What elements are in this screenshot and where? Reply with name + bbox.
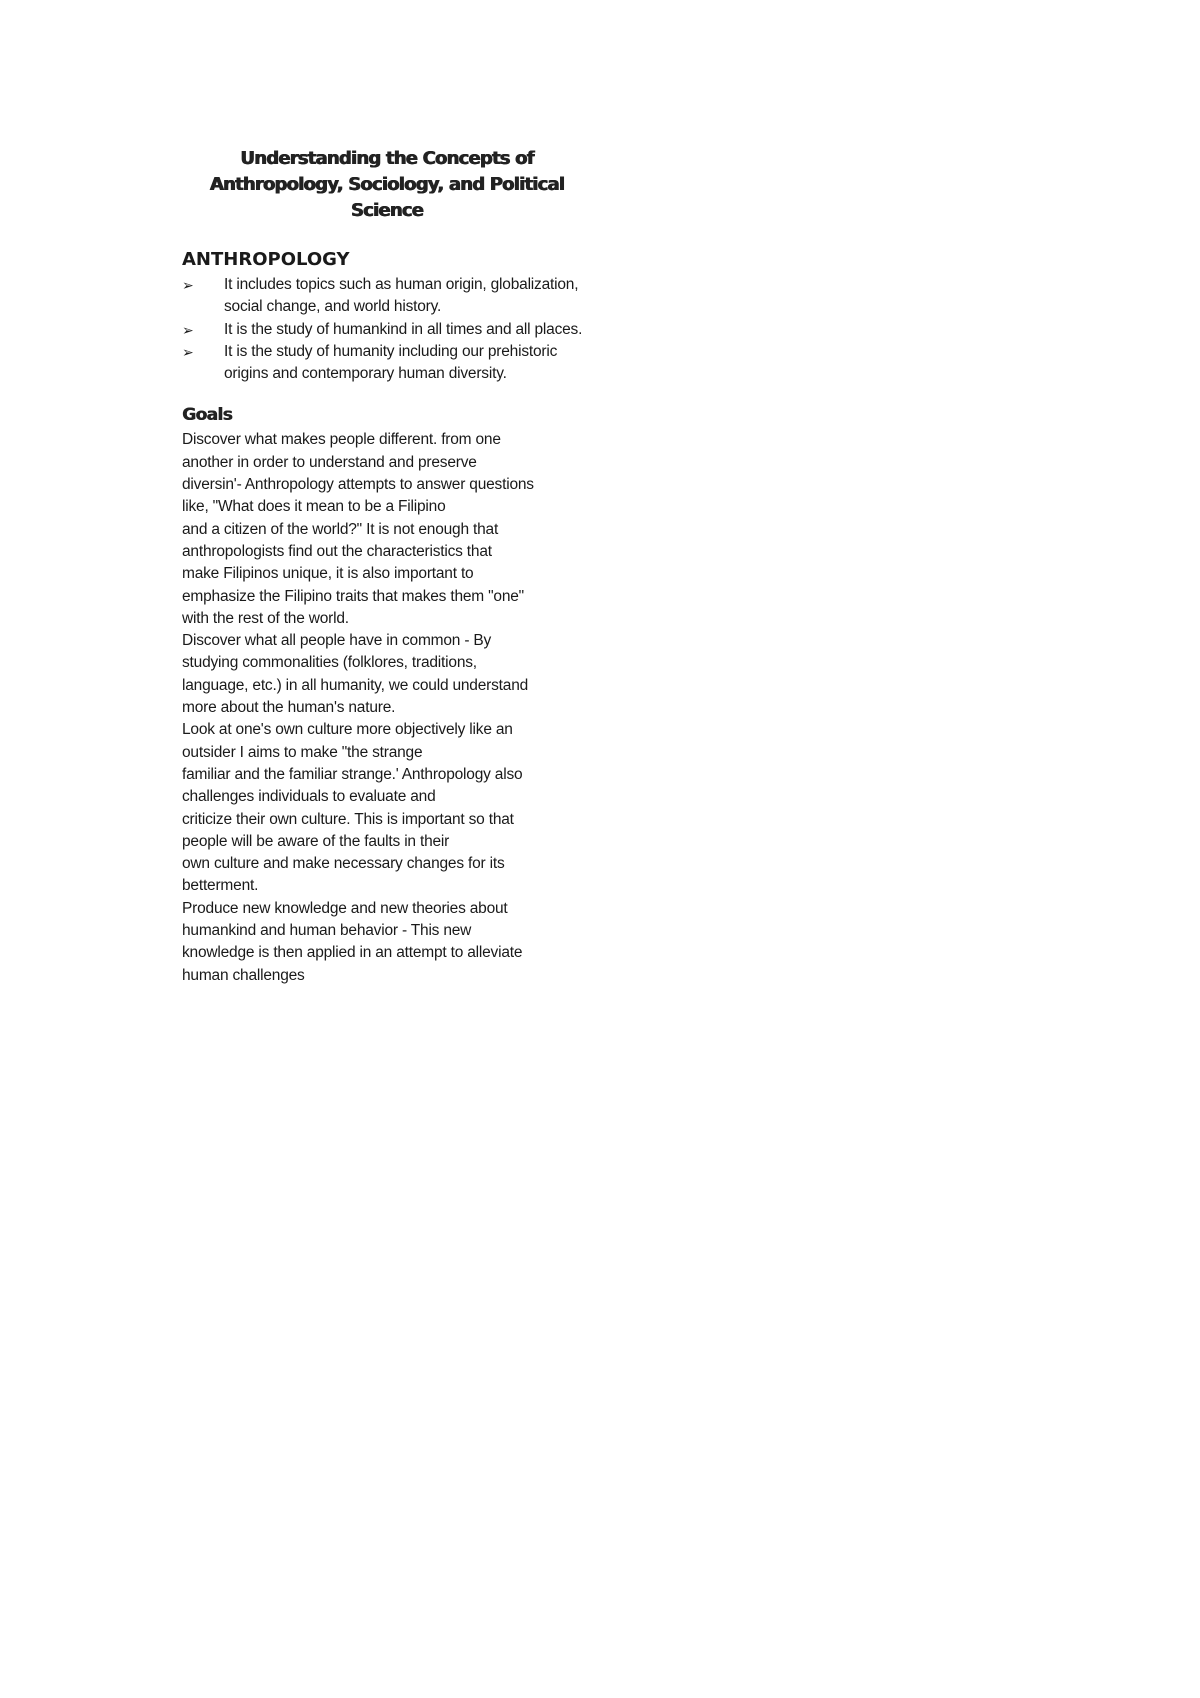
goals-body (182, 429, 592, 986)
goals-line: challenges individuals to evaluate and (182, 788, 436, 806)
text-column (182, 146, 592, 987)
goals-line: and a citizen of the world?" It is not enough that (182, 520, 499, 538)
goals-line: language, etc.) in all humanity, we could understand (182, 676, 529, 694)
document-title: Understanding the Concepts of Anthropology, Sociology, and Political Science (209, 148, 565, 221)
goals-line: make Filipinos unique, it is also important to (182, 565, 474, 583)
goals-line: like, "What does it mean to be a Filipino (182, 498, 446, 516)
goals-line: with the rest of the world. (182, 609, 349, 627)
bullet-text: It includes topics such as human origin, globalization, social change, and world history. (224, 276, 579, 316)
goals-line: familiar and the familiar strange.' Anthropology also (182, 765, 523, 783)
goals-heading: Goals (182, 405, 233, 426)
goals-line: Discover what all people have in common - By (182, 632, 492, 650)
goals-line: Discover what makes people different. from one (182, 431, 501, 449)
goals-line: knowledge is then applied in an attempt to alleviate (182, 944, 523, 962)
goals-line: own culture and make necessary changes for its (182, 855, 505, 873)
bullet-text: It is the study of humankind in all times and all places. (224, 320, 583, 338)
goals-line: Produce new knowledge and new theories about (182, 899, 508, 917)
bullet-item (182, 319, 592, 341)
bullet-item (182, 274, 592, 319)
arrow-bullet-icon: ➢ (182, 277, 194, 293)
section-heading-anthropology: ANTHROPOLOGY (182, 249, 350, 270)
goals-line: people will be aware of the faults in their (182, 832, 450, 850)
goals-line: emphasize the Filipino traits that makes them "one" (182, 587, 524, 605)
goals-line: humankind and human behavior - This new (182, 922, 472, 940)
goals-line: human challenges (182, 966, 305, 984)
goals-line: studying commonalities (folklores, traditions, (182, 654, 477, 672)
goals-line: Look at one's own culture more objectively like an (182, 721, 513, 739)
bullet-text: It is the study of humanity including our prehistoric origins and contemporary human diversity. (224, 342, 558, 383)
goals-line: anthropologists find out the characteristics that (182, 542, 492, 560)
arrow-bullet-icon: ➢ (182, 321, 194, 338)
goals-line: diversin'- Anthropology attempts to answer questions (182, 476, 534, 494)
goals-line: another in order to understand and preserve (182, 453, 477, 471)
arrow-bullet-icon: ➢ (182, 343, 194, 360)
bullet-item (182, 341, 592, 386)
goals-line: more about the human's nature. (182, 699, 396, 717)
goals-line: criticize their own culture. This is important so that (182, 810, 514, 828)
goals-line: betterment. (182, 877, 259, 895)
goals-line: outsider I aims to make "the strange (182, 743, 423, 761)
anthropology-bullet-list (182, 274, 592, 385)
